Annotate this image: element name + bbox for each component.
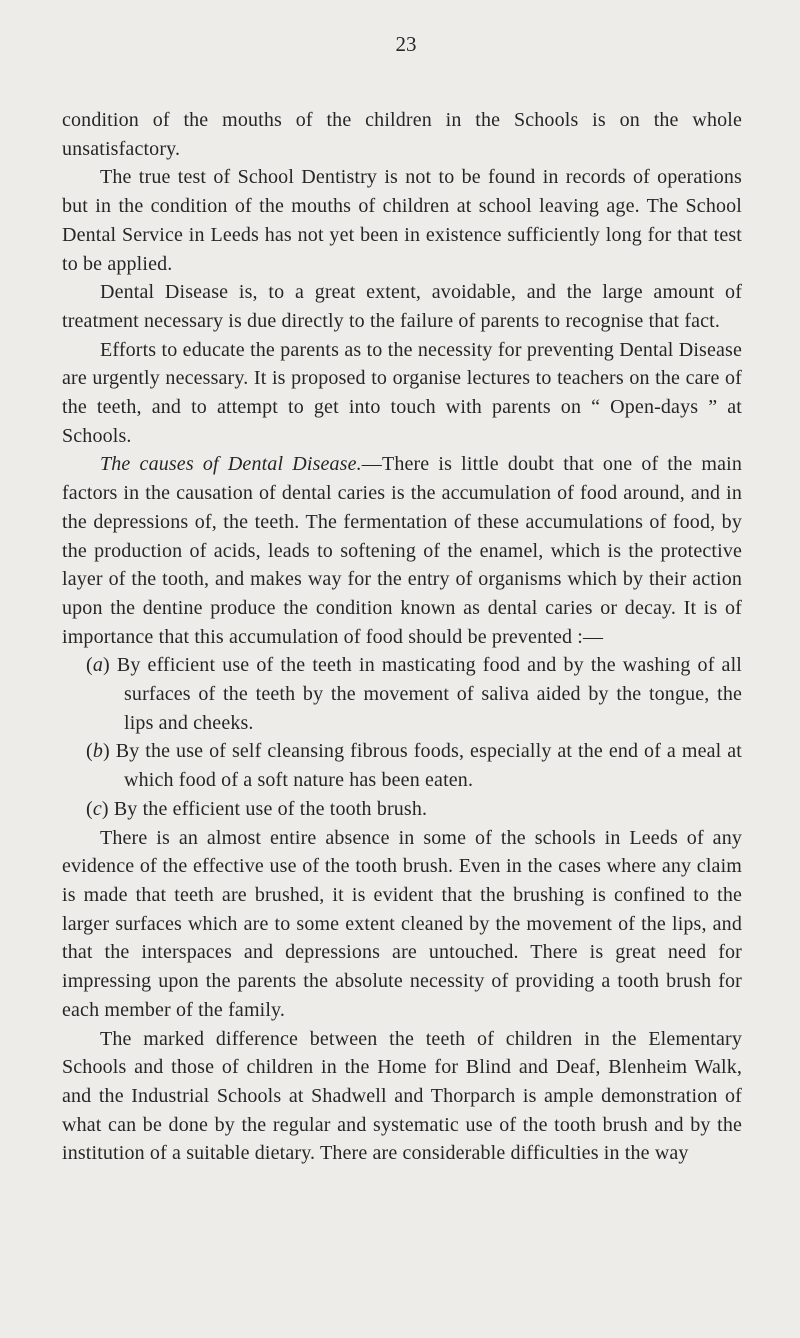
paragraph-marked-difference: The marked difference between the teeth of children in the Elementary Schools and those of children in the Home for Blind and Deaf, Blenheim Walk, and the Industrial Schools at Shadwell and Thorparch is ample demonstration of what can be done by the regular and systematic use of the tooth brush and by the institution of a suitable dietary. There are considerable difficulties in the way bbox=[62, 1027, 742, 1165]
section-heading-causes: The causes of Dental Disease. bbox=[100, 453, 362, 476]
list-text-a: By efficient use of the teeth in masticating food and by the washing of all surfaces of the teeth by the movement of saliva aided by the tongue, the lips and cheeks. bbox=[116, 654, 742, 734]
paragraph-dental-disease: Dental Disease is, to a great extent, avoidable, and the large amount of treatment necessary is due directly to the failure of parents to recognise that fact. bbox=[62, 281, 742, 332]
list-item-b: (b) By the use of self cleansing fibrous foods, especially at the end of a meal at which food of a soft nature has been eaten. bbox=[86, 740, 742, 792]
list-item-c: (c) By the efficient use of the tooth brush. bbox=[86, 797, 428, 820]
page-number: 23 bbox=[395, 32, 417, 56]
list-marker-c: c bbox=[92, 797, 102, 820]
list-text-c: By the efficient use of the tooth brush. bbox=[113, 797, 428, 820]
list-text-b: By the use of self cleansing fibrous foods, especially at the end of a meal at which food of a soft nature has been eaten. bbox=[115, 740, 742, 792]
list-item-a: (a) By efficient use of the teeth in masticating food and by the washing of all surfaces of the teeth by the movement of saliva aided by the tongue, the lips and cheeks. bbox=[86, 654, 742, 734]
paragraph-causes bbox=[62, 450, 742, 651]
paragraph-continuation: condition of the mouths of the children in the Schools is on the whole unsatisfactory. bbox=[62, 109, 742, 160]
list-marker-b: b bbox=[92, 740, 103, 763]
paragraph-tooth-brush: There is an almost entire absence in some of the schools in Leeds of any evidence of the effective use of the tooth brush. Even in the cases where any claim is made that teeth are brushed, it is evident that the brushing is confined to the larger surfaces which are to some extent cleaned by the movement of the lips, and that the interspaces and depressions are untouched. There is great need for impressing upon the parents the absolute necessity of providing a tooth brush for each member of the family. bbox=[62, 826, 742, 1021]
paragraph-efforts: Efforts to educate the parents as to the necessity for preventing Dental Disease are urgently necessary. It is proposed to organise lectures to teachers on the care of the teeth, and to attempt to get into touch with parents on “ Open-days ” at Schools. bbox=[62, 338, 742, 447]
paragraph-true-test: The true test of School Dentistry is not to be found in records of operations but in the condition of the mouths of children at school leaving age. The School Dental Service in Leeds has not yet been in existence sufficiently long for that test to be applied. bbox=[62, 166, 742, 275]
body-text bbox=[62, 106, 742, 1168]
paragraph-causes-body: —There is little doubt that one of the main factors in the causation of dental caries is the accumulation of food around, and in the depressions of, the teeth. The fermentation of these accumulations of food, by the production of acids, leads to softening of the enamel, which is the protective layer of the tooth, and makes way for the entry of organisms which by their action upon the dentine produce the condition known as dental caries or decay. It is of importance that this accumulation of food should be prevented :— bbox=[62, 453, 742, 648]
list-marker-a: a bbox=[92, 654, 103, 677]
